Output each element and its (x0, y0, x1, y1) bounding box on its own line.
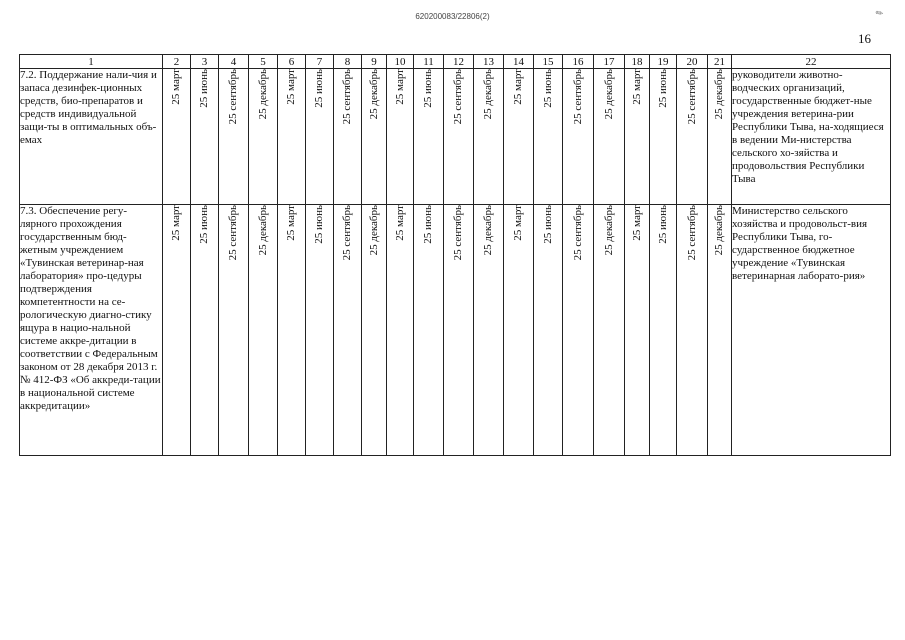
table-row (20, 69, 891, 205)
col-header: 5 (249, 55, 278, 69)
document-id: 620200083/22806(2) (415, 12, 490, 21)
date-cell: 25 июнь (198, 69, 210, 108)
date-cell: 25 сентябрь (685, 205, 698, 261)
col-header: 20 (677, 55, 708, 69)
date-cell: 25 декабрь (367, 205, 380, 256)
col-header: 10 (387, 55, 414, 69)
date-cell: 25 сентябрь (452, 69, 464, 125)
schedule-table (19, 54, 891, 456)
date-cell: 25 сентябрь (571, 69, 584, 125)
col-header: 11 (414, 55, 444, 69)
date-cell: 25 декабрь (713, 205, 725, 256)
col-header: 9 (362, 55, 387, 69)
date-cell: 25 декабрь (482, 69, 494, 120)
date-cell: 25 март (630, 205, 643, 241)
col-header: 4 (219, 55, 249, 69)
col-header: 6 (278, 55, 306, 69)
date-cell: 25 сентябрь (227, 69, 239, 125)
date-cell: 25 март (630, 69, 643, 105)
col-header: 7 (306, 55, 334, 69)
date-cell: 25 декабрь (602, 69, 615, 120)
date-cell: 25 март (285, 205, 297, 241)
date-cell: 25 сентябрь (685, 69, 698, 125)
task-description: 7.3. Обеспечение регу-лярного прохождения государственным бюд-жетным учреждением «Тувинская ветеринар-ная лаборатория» про-цедуры подтверждения компетентности на се-рологическую диагно-стику ящура в нацио-нальной системе аккре-дитации в соответствии с Федеральным законом от 28 декабря 2013 г. № 412-ФЗ «Об аккреди-тации в национальной системе аккредитации» (20, 205, 163, 456)
date-cell: 25 декабрь (256, 205, 269, 256)
date-cell: 25 июнь (313, 205, 325, 244)
col-header: 12 (444, 55, 474, 69)
date-cell: 25 июнь (422, 69, 434, 108)
col-header: 15 (534, 55, 563, 69)
date-cell: 25 март (393, 205, 406, 241)
date-cell: 25 март (512, 69, 524, 105)
date-cell: 25 июнь (541, 69, 554, 108)
col-header: 1 (20, 55, 163, 69)
date-cell: 25 июнь (198, 205, 210, 244)
date-cell: 25 сентябрь (341, 205, 353, 261)
header-row (20, 55, 891, 69)
date-cell: 25 июнь (656, 205, 669, 244)
col-header: 21 (708, 55, 732, 69)
date-cell: 25 декабрь (367, 69, 380, 120)
date-cell: 25 декабрь (256, 69, 269, 120)
responsible-parties: руководители животно-водческих организаций, государственные бюджет-ные учреждения ветерина-рии Республики Тыва, на-ходящиеся в ведении Ми-нистерства сельского хо-зяйства и продовольствия Республики Тыва (732, 69, 891, 205)
page-number: 16 (858, 31, 871, 46)
date-cell: 25 март (285, 69, 297, 105)
date-cell: 25 декабрь (602, 205, 615, 256)
col-header: 22 (732, 55, 891, 69)
col-header: 18 (625, 55, 650, 69)
col-header: 2 (163, 55, 191, 69)
date-cell: 25 декабрь (713, 69, 725, 120)
col-header: 17 (594, 55, 625, 69)
date-cell: 25 март (512, 205, 524, 241)
col-header: 14 (504, 55, 534, 69)
pen-mark-icon: ✎ (873, 6, 886, 20)
date-cell: 25 сентябрь (452, 205, 464, 261)
date-cell: 25 сентябрь (571, 205, 584, 261)
date-cell: 25 март (170, 205, 182, 241)
col-header: 19 (650, 55, 677, 69)
date-cell: 25 март (393, 69, 406, 105)
date-cell: 25 декабрь (482, 205, 494, 256)
table-row (20, 205, 891, 456)
date-cell: 25 март (170, 69, 182, 105)
date-cell: 25 июнь (656, 69, 669, 108)
date-cell: 25 июнь (313, 69, 325, 108)
col-header: 8 (334, 55, 362, 69)
date-cell: 25 июнь (541, 205, 554, 244)
task-description: 7.2. Поддержание нали-чия и запаса дезинфек-ционных средств, био-препаратов и средств индивидуальной защи-ты в оптимальных объ-емах (20, 69, 163, 205)
date-cell: 25 сентябрь (341, 69, 353, 125)
date-cell: 25 сентябрь (227, 205, 239, 261)
col-header: 3 (191, 55, 219, 69)
date-cell: 25 июнь (422, 205, 434, 244)
responsible-parties: Министерство сельского хозяйства и продовольст-вия Республики Тыва, го-сударственное бюджетное учреждение «Тувинская ветеринарная лаборато-рия» (732, 205, 891, 456)
col-header: 16 (563, 55, 594, 69)
col-header: 13 (474, 55, 504, 69)
